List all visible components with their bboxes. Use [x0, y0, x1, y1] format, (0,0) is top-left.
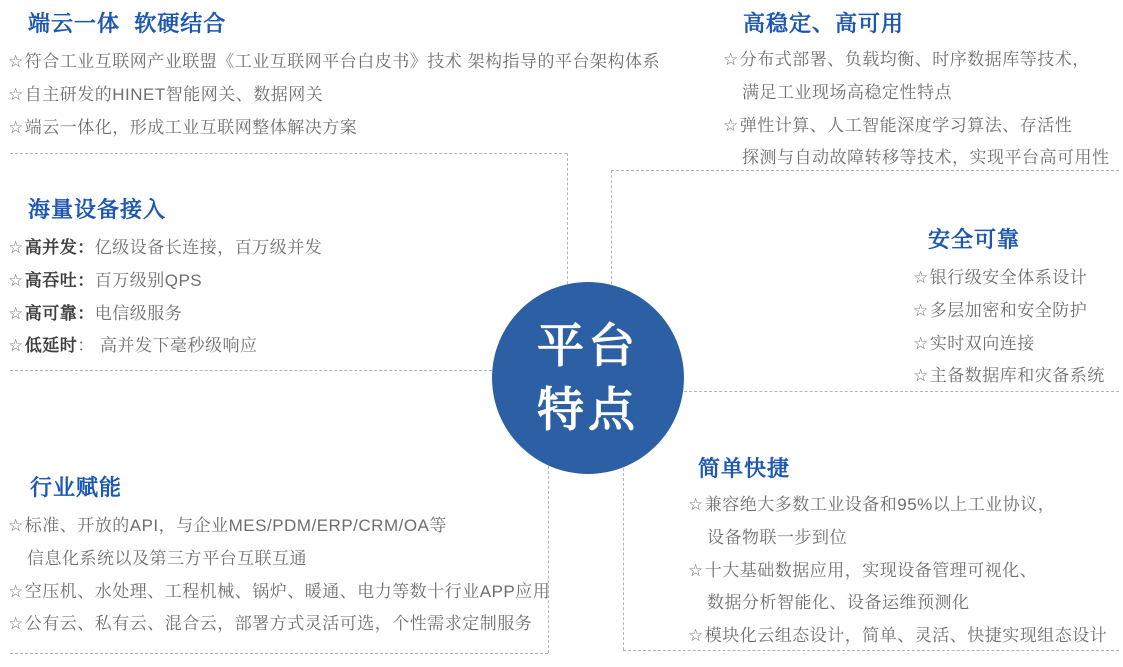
star-icon: ☆	[723, 50, 739, 69]
star-icon: ☆	[688, 560, 704, 580]
feature-line	[723, 44, 1123, 77]
feature-text: 符合工业互联网产业联盟《工业互联网平台白皮书》技术 架构指导的平台架构体系	[24, 52, 660, 71]
feature-text: 空压机、水处理、工程机械、锅炉、暖通、电力等数十行业APP应用	[24, 581, 551, 601]
feature-line	[8, 79, 708, 112]
feature-line	[688, 489, 1123, 522]
star-icon: ☆	[8, 52, 24, 71]
star-icon: ☆	[913, 333, 929, 353]
feature-text: 公有云、私有云、混合云，部署方式灵活可选，个性需求定制服务	[24, 614, 533, 634]
section-body	[8, 232, 488, 363]
feature-text: 兼容绝大多数工业设备和95%以上工业协议，	[704, 495, 1056, 514]
feature-text: 十大基础数据应用，实现设备管理可视化、	[704, 560, 1038, 580]
section-body	[8, 46, 708, 144]
divider-bottom-left-horizontal	[10, 653, 548, 654]
section-title-stability: 高稳定、高可用	[743, 11, 905, 36]
section-industry	[8, 474, 568, 641]
feature-line	[8, 543, 568, 576]
feature-text: 主备数据库和灾备系统	[929, 366, 1105, 386]
feature-line	[688, 555, 1123, 588]
platform-features-badge	[492, 282, 684, 474]
feature-text: 弹性计算、人工智能深度学习算法、存活性	[739, 115, 1073, 135]
section-stability	[723, 10, 1123, 175]
feature-line	[8, 330, 488, 363]
star-icon: ☆	[8, 516, 24, 535]
badge-text-line2: 特点	[537, 383, 639, 436]
star-icon: ☆	[688, 626, 704, 646]
feature-line	[913, 295, 1123, 328]
feature-line	[688, 587, 1123, 620]
feature-text: 端云一体化，形成工业互联网整体解决方案	[24, 117, 358, 137]
feature-line	[8, 265, 488, 298]
feature-label: 低延时	[24, 336, 78, 356]
divider-middle-left-horizontal	[10, 370, 492, 371]
section-title-mass-access: 海量设备接入	[28, 197, 167, 222]
star-icon: ☆	[8, 117, 24, 137]
feature-text: 百万级别QPS	[94, 270, 203, 290]
badge-text-line1: 平台	[537, 319, 639, 372]
section-mass-access	[8, 196, 488, 363]
divider-top-left-vertical	[567, 153, 568, 284]
feature-text: 实时双向连接	[929, 333, 1035, 353]
feature-text: 电信级服务	[94, 303, 183, 323]
star-icon: ☆	[8, 336, 24, 356]
star-icon: ☆	[688, 495, 704, 514]
divider-top-left-horizontal	[10, 153, 567, 154]
feature-text: 探测与自动故障转移等技术，实现平台高可用性	[742, 148, 1110, 168]
feature-text: 数据分析智能化、设备运维预测化	[707, 593, 970, 613]
feature-text: 亿级设备长连接，百万级并发	[94, 238, 323, 257]
section-body	[688, 489, 1123, 653]
divider-bottom-right-vertical	[623, 468, 624, 650]
star-icon: ☆	[8, 238, 24, 257]
feature-text: 满足工业现场高稳定性特点	[742, 82, 952, 102]
star-icon: ☆	[8, 303, 24, 323]
feature-line	[913, 360, 1123, 393]
feature-line	[913, 262, 1123, 295]
feature-text: 多层加密和安全防护	[929, 300, 1088, 320]
feature-line	[8, 112, 708, 145]
star-icon: ☆	[913, 300, 929, 320]
section-security	[913, 226, 1123, 393]
feature-line	[8, 608, 568, 641]
section-title-security: 安全可靠	[928, 227, 1021, 252]
feature-line	[723, 110, 1123, 143]
section-title-simple: 简单快捷	[698, 456, 791, 481]
feature-line	[688, 522, 1123, 555]
section-simple	[688, 455, 1123, 653]
feature-line	[913, 328, 1123, 361]
feature-label: 高吞吐：	[24, 270, 95, 290]
feature-line	[8, 232, 488, 265]
section-cloud-edge	[8, 10, 708, 144]
section-body	[723, 44, 1123, 175]
divider-top-right-vertical	[611, 170, 612, 284]
feature-line	[8, 576, 568, 609]
feature-text: 银行级安全体系设计	[929, 268, 1088, 287]
star-icon: ☆	[8, 581, 24, 601]
section-title-cloud-edge: 端云一体 软硬结合	[28, 11, 227, 36]
feature-line	[723, 77, 1123, 110]
feature-label: 高可靠：	[24, 303, 95, 323]
section-body	[913, 262, 1123, 393]
feature-line	[8, 298, 488, 331]
feature-text: 模块化云组态设计，简单、灵活、快捷实现组态设计	[704, 626, 1108, 646]
star-icon: ☆	[913, 268, 929, 287]
star-icon: ☆	[8, 84, 24, 104]
feature-line	[8, 46, 708, 79]
feature-line	[723, 142, 1123, 175]
section-body	[8, 510, 568, 641]
star-icon: ☆	[8, 270, 24, 290]
star-icon: ☆	[723, 115, 739, 135]
feature-line	[688, 620, 1123, 653]
section-title-industry: 行业赋能	[30, 475, 123, 500]
star-icon: ☆	[913, 366, 929, 386]
feature-text: 信息化系统以及第三方平台互联互通	[27, 548, 307, 568]
feature-text: 标准、开放的API，与企业MES/PDM/ERP/CRM/OA等	[24, 516, 447, 535]
star-icon: ☆	[8, 614, 24, 634]
feature-line	[8, 510, 568, 543]
feature-text: 设备物联一步到位	[707, 527, 847, 547]
feature-label: 高并发：	[24, 238, 95, 257]
feature-text: 自主研发的HINET智能网关、数据网关	[24, 84, 324, 104]
feature-text: 分布式部署、负载均衡、时序数据库等技术，	[739, 50, 1090, 69]
feature-text: ： 高并发下毫秒级响应	[77, 336, 258, 356]
